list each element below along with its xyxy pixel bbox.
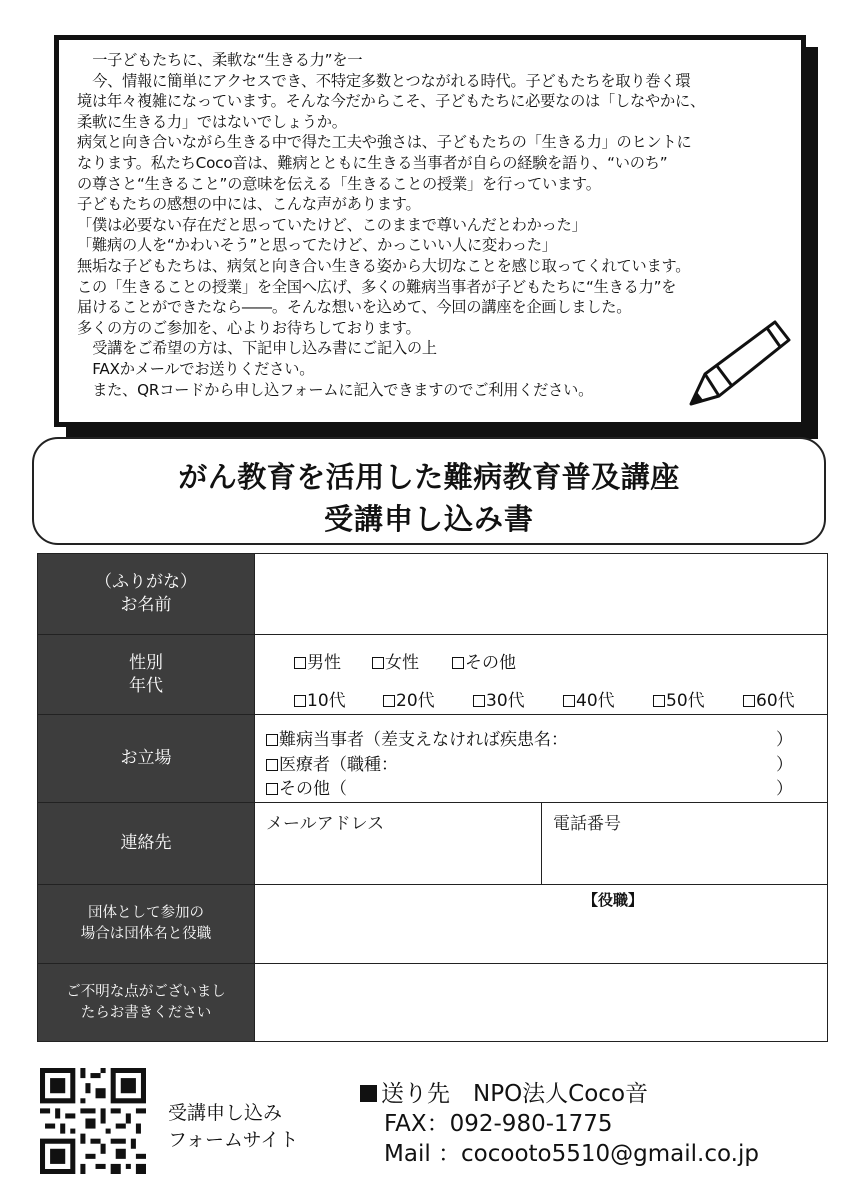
checkbox-other-position[interactable]	[266, 774, 347, 799]
checkbox-age-50s[interactable]	[653, 686, 705, 711]
row-name	[38, 554, 827, 635]
close-paren: ）	[776, 755, 793, 775]
option-label: 難病当事者（差支えなければ疾患名：	[279, 730, 568, 750]
intro-line: 多くの方のご参加を、心よりお待ちしております。	[77, 318, 421, 337]
checkbox-icon	[294, 657, 306, 669]
checkbox-age-10s[interactable]	[294, 686, 346, 711]
checkbox-icon	[653, 695, 665, 707]
label-name	[38, 554, 255, 634]
fax-number: FAX：092-980-1775	[384, 1111, 613, 1137]
option-label: 20代	[396, 691, 435, 711]
checkbox-icon	[266, 734, 278, 746]
intro-line: 受講をご希望の方は、下記申し込み書にご記入の上	[92, 339, 437, 358]
label-age: 年代	[129, 675, 163, 696]
option-label: 医療者（職種：	[279, 755, 398, 775]
intro-line: 「難病の人を“かわいそう”と思ってたけど、かっこいい人に変わった」	[77, 236, 557, 255]
form-title-banner	[32, 437, 826, 545]
intro-box	[54, 35, 806, 427]
checkbox-icon	[294, 695, 306, 707]
gender-age-cell	[256, 635, 827, 714]
email-label: メールアドレス	[266, 814, 385, 834]
row-contact	[38, 803, 827, 885]
contact-cell	[256, 803, 827, 884]
intro-line: この「生きることの授業」を全国へ広げ、多くの難病当事者が子どもたちに“生きる力”を	[77, 277, 677, 296]
option-label: 50代	[666, 691, 705, 711]
contact-divider	[541, 803, 542, 884]
option-label: 女性	[385, 653, 419, 673]
intro-line: FAXかメールでお送りください。	[92, 359, 315, 378]
square-bullet-icon	[360, 1085, 377, 1102]
checkbox-age-30s[interactable]	[473, 686, 525, 711]
checkbox-other-gender[interactable]	[452, 648, 516, 673]
checkbox-icon	[563, 695, 575, 707]
email-address[interactable]: Mail ：cocooto5510@gmail.co.jp	[384, 1141, 759, 1167]
destination-org: 送り先 NPO法人Coco音	[381, 1081, 649, 1107]
row-gender-age	[38, 635, 827, 715]
label-gender-age	[38, 635, 255, 714]
intro-line: 子どもたちの感想の中には、こんな声があります。	[77, 195, 421, 214]
qr-caption	[168, 1100, 298, 1154]
pencil-icon	[683, 316, 793, 416]
checkbox-medical[interactable]	[266, 750, 398, 775]
row-questions	[38, 964, 827, 1041]
phone-input[interactable]	[543, 803, 827, 884]
row-position	[38, 715, 827, 803]
application-form	[37, 553, 828, 1042]
label-gender: 性別	[129, 652, 163, 673]
intro-line: 届けることができたなら――。そんな想いを込めて、今回の講座を企画しました。	[77, 298, 632, 317]
option-label: 30代	[486, 691, 525, 711]
checkbox-icon	[473, 695, 485, 707]
row-group	[38, 885, 827, 964]
label-furigana: （ふりがな）	[95, 572, 197, 592]
qr-caption-line2: フォームサイト	[168, 1129, 299, 1151]
intro-line: 無垢な子どもたちは、病気と向き合い生きる姿から大切なことを感じ取ってくれています。	[77, 256, 691, 275]
checkbox-icon	[743, 695, 755, 707]
checkbox-icon	[266, 783, 278, 795]
destination-info	[360, 1079, 759, 1169]
intro-line: 今、情報に簡単にアクセスでき、不特定多数とつながれる時代。子どもたちを取り巻く環	[92, 71, 691, 90]
intro-line: 「僕は必要ない存在だと思っていたけど、このままで尊いんだとわかった」	[77, 215, 587, 234]
checkbox-age-20s[interactable]	[383, 686, 435, 711]
label-position: お立場	[38, 715, 255, 802]
checkbox-age-60s[interactable]	[743, 686, 795, 711]
option-label: その他	[465, 653, 516, 673]
intro-line: の尊さと“生きること”の意味を伝える「生きることの授業」を行っています。	[77, 174, 601, 193]
checkbox-age-40s[interactable]	[563, 686, 615, 711]
intro-line: 柔軟に生きる力」ではないでしょうか。	[77, 112, 347, 131]
checkbox-icon	[383, 695, 395, 707]
email-input[interactable]	[256, 803, 541, 884]
qr-code-icon[interactable]	[40, 1068, 146, 1174]
option-label: 男性	[307, 653, 341, 673]
checkbox-icon	[266, 759, 278, 771]
label-group	[38, 885, 255, 963]
label-questions-line1: ご不明な点がございまし	[66, 983, 226, 1000]
checkbox-female[interactable]	[372, 648, 419, 673]
destination-line	[360, 1081, 648, 1107]
checkbox-icon	[452, 657, 464, 669]
option-label: 40代	[576, 691, 615, 711]
intro-line: 病気と向き合いながら生きる中で得た工夫や強さは、子どもたちの「生きる力」のヒントに	[77, 133, 692, 152]
option-label: その他（	[279, 779, 347, 799]
option-label: 10代	[307, 691, 346, 711]
group-input[interactable]	[256, 885, 827, 963]
label-group-line1: 団体として参加の	[88, 905, 204, 921]
intro-heading: 一子どもたちに、柔軟な“生きる力”を一	[92, 51, 363, 69]
position-cell	[256, 715, 827, 802]
label-fullname: お名前	[120, 595, 172, 615]
label-questions	[38, 964, 255, 1041]
intro-line: また、QRコードから申し込フォームに記入できますのでご利用ください。	[92, 380, 594, 399]
form-title: がん教育を活用した難病教育普及講座	[178, 460, 680, 494]
qr-caption-line1: 受講申し込み	[168, 1102, 283, 1124]
close-paren: ）	[776, 730, 793, 750]
form-subtitle: 受講申し込み書	[323, 502, 534, 536]
name-input[interactable]	[256, 554, 827, 634]
checkbox-icon	[372, 657, 384, 669]
role-label: 【役職】	[583, 891, 644, 909]
label-questions-line2: たらお書きください	[80, 1004, 212, 1021]
label-group-line2: 場合は団体名と役職	[80, 926, 212, 942]
phone-label: 電話番号	[553, 814, 621, 834]
label-contact: 連絡先	[38, 803, 255, 884]
option-label: 60代	[756, 691, 795, 711]
close-paren: ）	[776, 779, 793, 799]
questions-input[interactable]	[256, 964, 827, 1041]
intro-line: なります。私たちCoco音は、難病とともに生きる当事者が自らの経験を語り、“いのち”	[77, 153, 668, 172]
checkbox-patient[interactable]	[266, 725, 568, 750]
intro-line: 境は年々複雑になっています。そんな今だからこそ、子どもたちに必要なのは「しなやかに、	[77, 92, 705, 111]
checkbox-male[interactable]	[294, 648, 341, 673]
